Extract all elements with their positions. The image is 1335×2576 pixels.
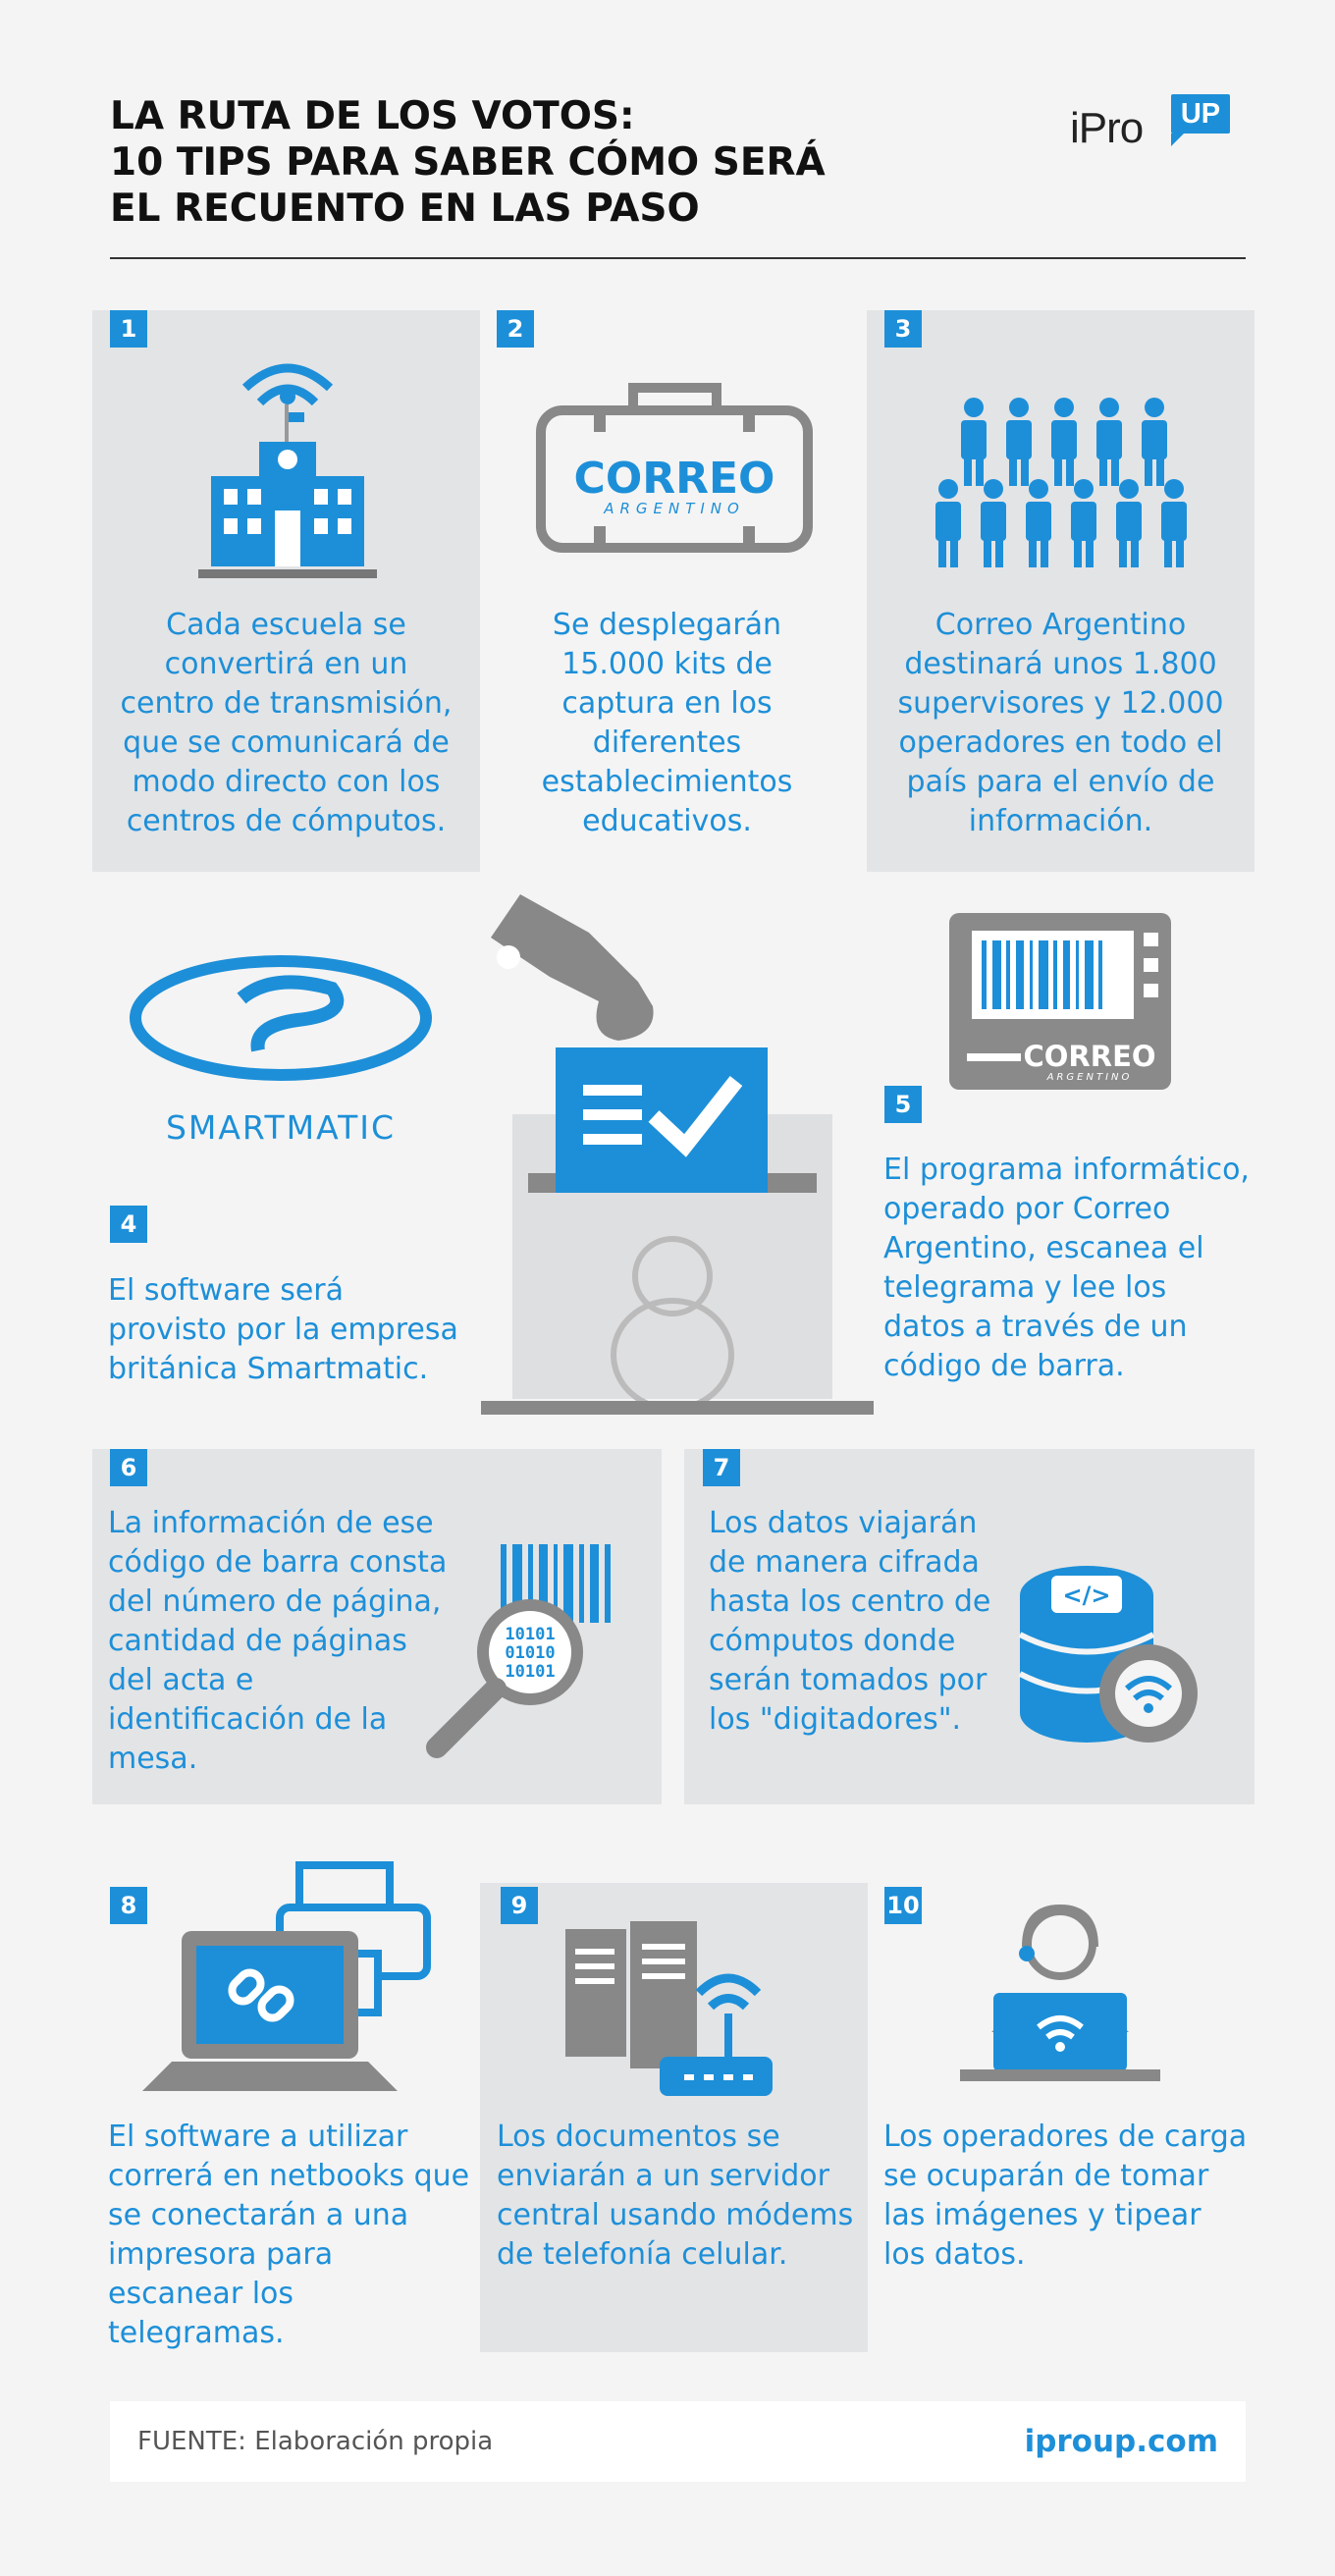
- scanner-logo-sub: ARGENTINO: [1046, 1072, 1133, 1083]
- tip-4-number: 4: [110, 1206, 147, 1243]
- code-tag: </>: [1062, 1582, 1111, 1609]
- smartmatic-wordmark: SMARTMATIC: [165, 1108, 397, 1147]
- tip-2-text: Se desplegarán 15.000 kits de captura en los diferentes establecimientos educativos.: [541, 608, 793, 838]
- ballot-box-icon: [481, 888, 874, 1419]
- svg-text:10101: 10101: [505, 1662, 556, 1682]
- correo-kit-icon: [535, 383, 815, 564]
- logo-text: iPro: [1070, 104, 1144, 152]
- scanner-logo-word: CORREO: [1023, 1040, 1156, 1073]
- page-title: [110, 93, 895, 232]
- tip-4-text: El software será provisto por la empresa británica Smartmatic.: [108, 1273, 458, 1386]
- correo-logo-word: CORREO: [573, 454, 775, 504]
- tip-7-text: Los datos viajarán de manera cifrada hasta los centro de cómputos donde serán tomados por los "digitadores".: [709, 1506, 991, 1737]
- title-line-3: EL RECUENTO EN LAS PASO: [110, 187, 700, 231]
- tip-10-text: Los operadores de carga se ocuparán de tomar las imágenes y tipear los datos.: [883, 2120, 1248, 2272]
- tip-5-text: El programa informático, operado por Correo Argentino, escanea el telegrama y lee los datos a través de un código de barra.: [883, 1153, 1250, 1383]
- tip-3-text: Correo Argentino destinará unos 1.800 supervisores y 12.000 operadores en todo el país para el envío de información.: [897, 608, 1224, 838]
- barcode-scanner-icon: [947, 911, 1173, 1093]
- tip-9-number: 9: [501, 1887, 538, 1924]
- svg-text:10101: 10101: [505, 1625, 556, 1644]
- title-line-2: 10 TIPS PARA SABER CÓMO SERÁ: [110, 140, 826, 185]
- laptop-printer-icon: [133, 1860, 447, 2106]
- tip-6-text: La información de ese código de barra consta del número de página, cantidad de páginas del acta e identificación de la mesa.: [108, 1506, 448, 1776]
- logo-badge: UP: [1171, 94, 1230, 134]
- tip-3-number: 3: [884, 310, 922, 348]
- database-gear-icon: [1016, 1556, 1212, 1752]
- tip-7-number: 7: [703, 1449, 740, 1486]
- tip-6-number: 6: [110, 1449, 147, 1486]
- tip-2-number: 2: [497, 310, 534, 348]
- tip-8-text: El software a utilizar correrá en netbooks que se conectarán a una impresora para escanear los telegramas.: [108, 2120, 470, 2350]
- iproup-logo[interactable]: [1070, 94, 1247, 153]
- tip-1-text: Cada escuela se convertirá en un centro de transmisión, que se comunicará de modo directo con los centros de cómputos.: [120, 608, 453, 838]
- school-wifi-icon: [187, 334, 393, 584]
- server-modem-icon: [561, 1919, 787, 2111]
- source-note: FUENTE: Elaboración propia: [137, 2427, 494, 2456]
- tip-10-number: 10: [884, 1887, 922, 1924]
- footer: [110, 2401, 1246, 2482]
- tip-5-number: 5: [884, 1086, 922, 1123]
- svg-text:01010: 01010: [505, 1643, 556, 1663]
- tip-8-number: 8: [110, 1887, 147, 1924]
- title-line-1: LA RUTA DE LOS VOTOS:: [110, 94, 635, 138]
- correo-logo-sub: ARGENTINO: [604, 500, 745, 517]
- magnifier-barcode-icon: [407, 1539, 643, 1775]
- smartmatic-logo: [126, 957, 440, 1154]
- site-link[interactable]: iproup.com: [1024, 2424, 1218, 2459]
- tip-1-number: 1: [110, 310, 147, 348]
- header-divider: [110, 257, 1246, 259]
- people-icon: [923, 393, 1207, 574]
- operator-icon: [952, 1900, 1168, 2086]
- tip-9-text: Los documentos se enviarán a un servidor central usando módems de telefonía celular.: [497, 2120, 854, 2272]
